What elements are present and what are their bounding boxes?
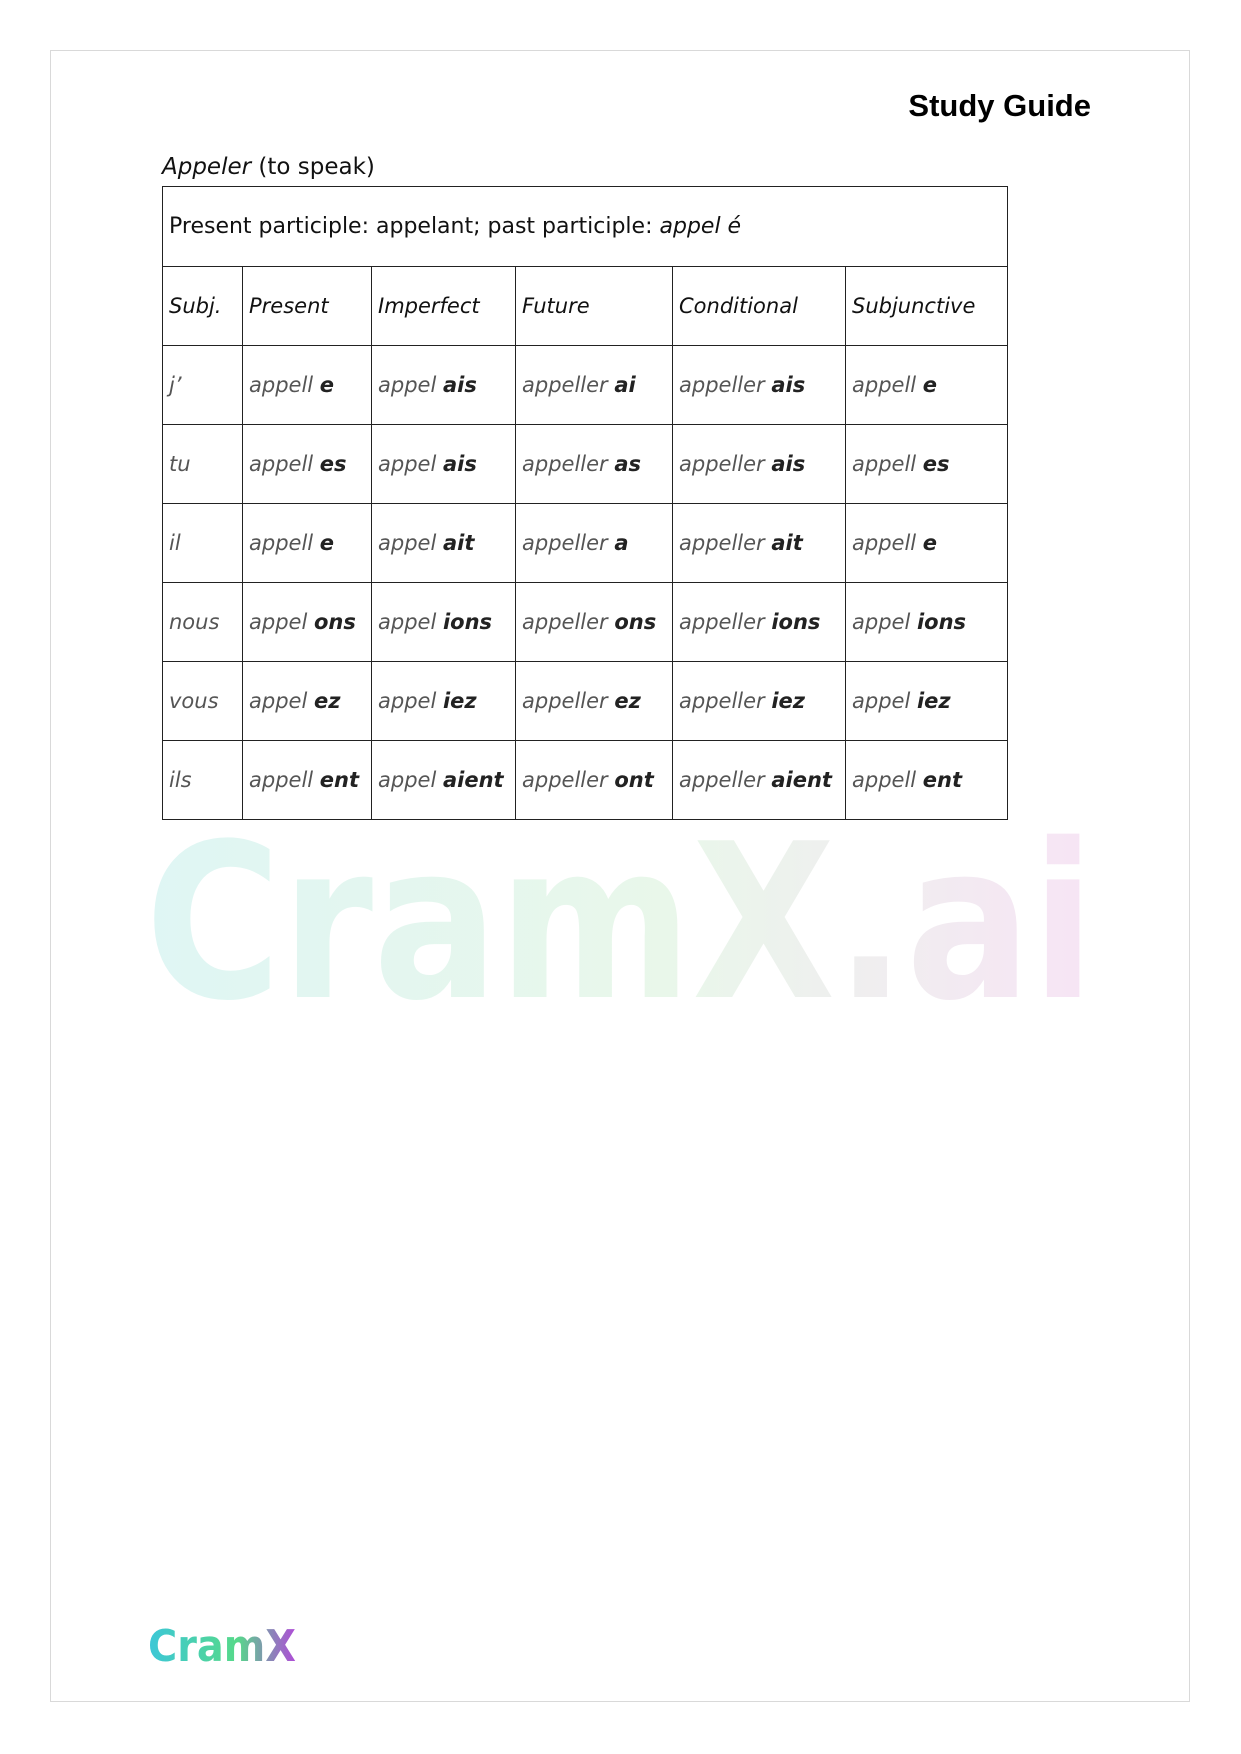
conjugation-cell-imperfect xyxy=(372,741,516,820)
logo-text: CramX xyxy=(148,1621,297,1672)
verb-stem: appeller xyxy=(679,610,772,634)
header-subj: Subj. xyxy=(163,267,243,346)
conjugation-cell-imperfect xyxy=(372,583,516,662)
conjugation-cell-subjunctive xyxy=(846,504,1008,583)
conjugation-cell-subjunctive xyxy=(846,583,1008,662)
conjugation-cell-conditional xyxy=(673,346,846,425)
subject-cell: tu xyxy=(163,425,243,504)
participles-cell xyxy=(163,187,1008,267)
verb-ending: ent xyxy=(922,768,963,792)
verb-stem: appel xyxy=(378,373,443,397)
cramx-logo xyxy=(148,1615,298,1671)
verb-ending: es xyxy=(319,452,347,476)
conjugation-cell-present xyxy=(243,504,372,583)
conjugation-cell-future xyxy=(516,346,673,425)
verb-ending: ait xyxy=(771,531,803,555)
verb-stem: appeller xyxy=(679,768,772,792)
conjugation-cell-present xyxy=(243,346,372,425)
verb-stem: appel xyxy=(249,689,314,713)
verb-ending: aient xyxy=(442,768,504,792)
conjugation-cell-present xyxy=(243,425,372,504)
watermark-text: CramX.ai xyxy=(145,797,1095,1048)
verb-ending: as xyxy=(614,452,642,476)
verb-stem: appeller xyxy=(522,531,615,555)
past-participle-value: appel é xyxy=(659,214,742,239)
conjugation-cell-conditional xyxy=(673,662,846,741)
conjugation-cell-imperfect xyxy=(372,425,516,504)
conjugation-table xyxy=(162,186,1008,820)
verb-stem: appeller xyxy=(522,689,615,713)
verb-stem: appel xyxy=(378,768,443,792)
table-caption xyxy=(162,154,375,180)
verb-stem: appel xyxy=(378,531,443,555)
conjugation-cell-subjunctive xyxy=(846,741,1008,820)
conjugation-cell-present xyxy=(243,662,372,741)
verb-stem: appeller xyxy=(679,689,772,713)
conjugation-cell-imperfect xyxy=(372,504,516,583)
verb-ending: e xyxy=(922,373,938,397)
table-row xyxy=(163,504,1008,583)
verb-stem: appel xyxy=(852,610,917,634)
verb-ending: ions xyxy=(916,610,967,634)
verb-stem: appeller xyxy=(679,452,772,476)
verb-ending: e xyxy=(319,531,335,555)
verb-stem: appel xyxy=(249,610,314,634)
table-row xyxy=(163,425,1008,504)
subject-cell: ils xyxy=(163,741,243,820)
conjugation-cell-present xyxy=(243,741,372,820)
verb-stem: appeller xyxy=(522,452,615,476)
verb-stem: appeller xyxy=(679,373,772,397)
verb-ending: iez xyxy=(442,689,477,713)
table-row xyxy=(163,583,1008,662)
verb-stem: appel xyxy=(378,689,443,713)
verb-ending: iez xyxy=(771,689,806,713)
verb-ending: aient xyxy=(771,768,832,792)
subject-cell: j’ xyxy=(163,346,243,425)
verb-ending: ions xyxy=(771,610,821,634)
verb-stem: appell xyxy=(852,373,923,397)
conjugation-cell-future xyxy=(516,583,673,662)
conjugation-cell-future xyxy=(516,662,673,741)
conjugation-cell-conditional xyxy=(673,425,846,504)
conjugation-cell-future xyxy=(516,741,673,820)
verb-ending: ons xyxy=(614,610,657,634)
header-imperfect: Imperfect xyxy=(372,267,516,346)
verb-ending: ais xyxy=(442,452,477,476)
verb-ending: ait xyxy=(442,531,475,555)
page-title: Study Guide xyxy=(908,88,1091,123)
verb-stem: appell xyxy=(249,531,320,555)
conjugation-cell-future xyxy=(516,425,673,504)
header-subjunctive: Subjunctive xyxy=(846,267,1008,346)
participles-text: Present participle: appelant; past participle: xyxy=(169,214,660,239)
verb-stem: appel xyxy=(852,689,917,713)
verb-ending: ais xyxy=(771,452,806,476)
verb-stem: appell xyxy=(249,373,320,397)
verb-stem: appell xyxy=(852,768,923,792)
conjugation-cell-subjunctive xyxy=(846,425,1008,504)
verb-stem: appeller xyxy=(522,610,615,634)
verb-stem: appell xyxy=(249,768,320,792)
table-row xyxy=(163,741,1008,820)
conjugation-cell-subjunctive xyxy=(846,346,1008,425)
verb-stem: appell xyxy=(852,531,923,555)
conjugation-cell-subjunctive xyxy=(846,662,1008,741)
verb-ending: ent xyxy=(319,768,360,792)
subject-cell: vous xyxy=(163,662,243,741)
verb-stem: appeller xyxy=(522,373,615,397)
verb-stem: appeller xyxy=(522,768,615,792)
conjugation-cell-conditional xyxy=(673,504,846,583)
verb-stem: appel xyxy=(378,610,443,634)
verb-ending: ais xyxy=(771,373,806,397)
verb-ending: ez xyxy=(313,689,341,713)
verb-stem: appel xyxy=(378,452,443,476)
caption-meaning: (to speak) xyxy=(251,154,375,180)
caption-verb: Appeler xyxy=(162,154,252,180)
verb-ending: ions xyxy=(442,610,493,634)
verb-ending: ai xyxy=(614,373,636,397)
verb-stem: appeller xyxy=(679,531,772,555)
conjugation-cell-future xyxy=(516,504,673,583)
header-present: Present xyxy=(243,267,372,346)
verb-ending: es xyxy=(922,452,950,476)
verb-stem: appell xyxy=(249,452,320,476)
header-future: Future xyxy=(516,267,673,346)
conjugation-cell-present xyxy=(243,583,372,662)
subject-cell: il xyxy=(163,504,243,583)
verb-ending: iez xyxy=(916,689,951,713)
table-header-row xyxy=(163,267,1008,346)
conjugation-cell-conditional xyxy=(673,741,846,820)
verb-ending: ons xyxy=(313,610,356,634)
verb-ending: a xyxy=(614,531,629,555)
conjugation-rows xyxy=(163,346,1008,820)
table-row xyxy=(163,346,1008,425)
conjugation-cell-conditional xyxy=(673,583,846,662)
verb-ending: ez xyxy=(614,689,641,713)
header-conditional: Conditional xyxy=(673,267,846,346)
subject-cell: nous xyxy=(163,583,243,662)
verb-ending: ont xyxy=(614,768,654,792)
conjugation-cell-imperfect xyxy=(372,346,516,425)
verb-ending: ais xyxy=(442,373,477,397)
conjugation-cell-imperfect xyxy=(372,662,516,741)
verb-ending: e xyxy=(922,531,938,555)
table-row xyxy=(163,662,1008,741)
verb-ending: e xyxy=(319,373,335,397)
verb-stem: appell xyxy=(852,452,923,476)
